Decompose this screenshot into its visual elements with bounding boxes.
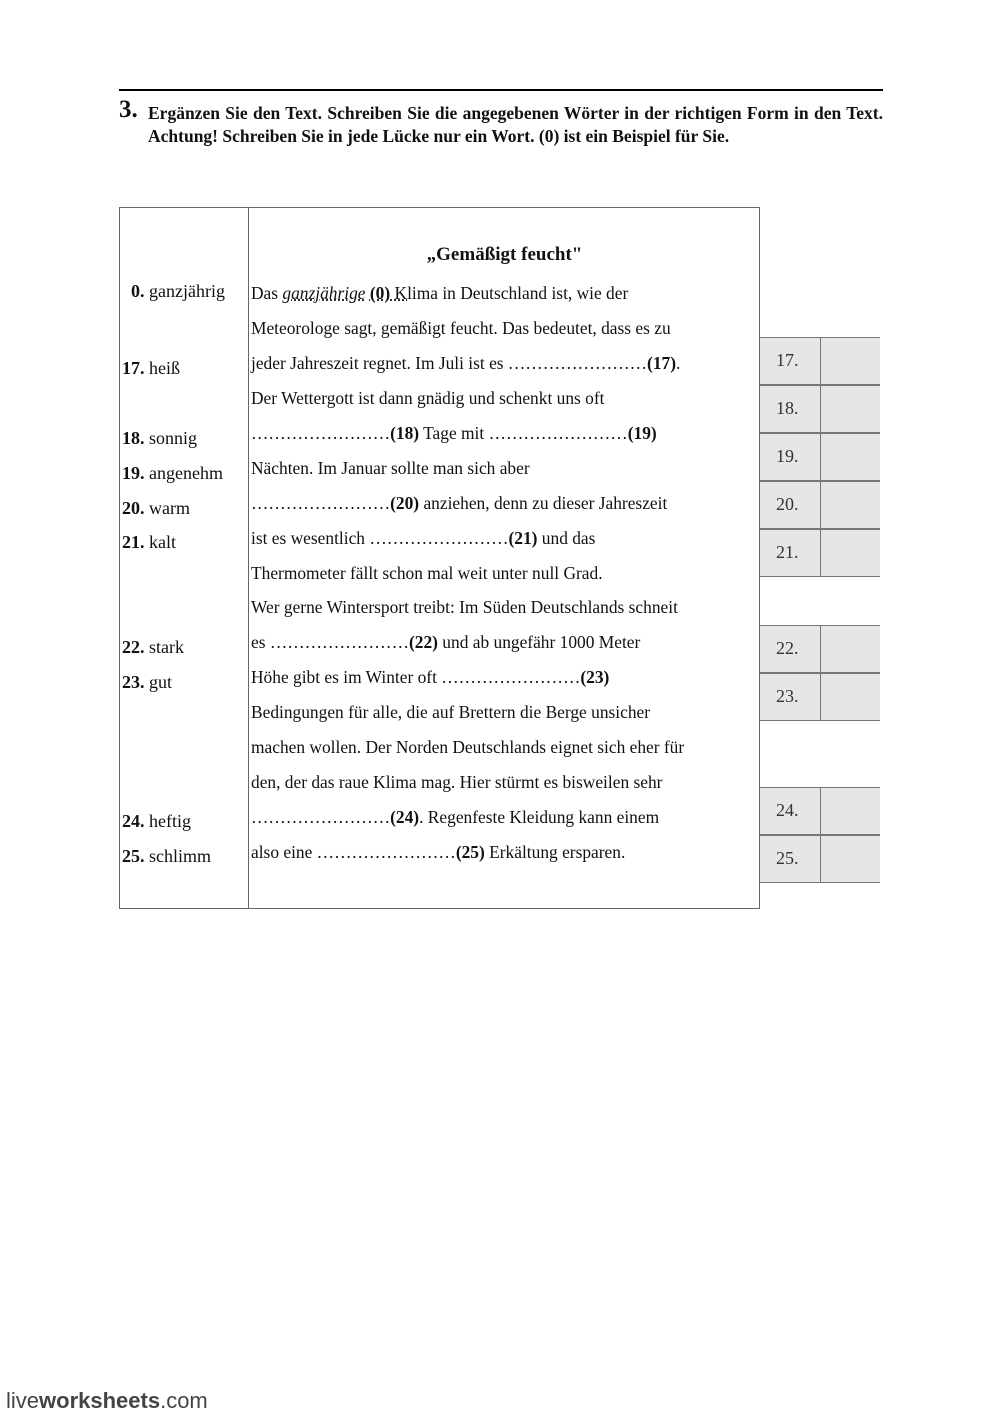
text-line-gap-25: also eine ……………………(25) Erkältung ersparen. [251, 842, 626, 862]
text-line: Bedingungen für alle, die auf Brettern die Berge unsicher [251, 702, 651, 722]
text-line-gap-24: ……………………(24). Regenfeste Kleidung kann einem [251, 807, 660, 827]
text-line: Meteorologe sagt, gemäßigt feucht. Das bedeutet, dass es zu [251, 318, 671, 338]
top-rule [119, 89, 883, 91]
answer-row-23: 23. [760, 673, 880, 721]
word-25: 25. schlimm [122, 846, 211, 866]
answer-box-21[interactable] [820, 530, 880, 576]
answer-box-18[interactable] [820, 386, 880, 432]
word-23: 23. gut [122, 672, 173, 692]
text-line-gap-23: Höhe gibt es im Winter oft ……………………(23) [251, 667, 610, 687]
text-line: Nächten. Im Januar sollte man sich aber [251, 458, 530, 478]
task-instruction: Ergänzen Sie den Text. Schreiben Sie die angegebenen Wörter in der richtigen Form in den Text. Achtung! Schreiben Sie in jede Lücke nur ein Wort. (0) ist ein Beispiel für Sie. [148, 103, 883, 146]
word-21: 21. kalt [122, 532, 176, 552]
text-line-example: Das ganzjährige (0) Klima in Deutschland ist, wie der [251, 283, 629, 303]
text-title: „Gemäßigt feucht" [426, 244, 583, 265]
answer-box-24[interactable] [820, 788, 880, 834]
column-divider [248, 207, 249, 909]
answer-box-17[interactable] [820, 338, 880, 384]
word-18: 18. sonnig [122, 428, 198, 448]
text-line: Thermometer fällt schon mal weit unter null Grad. [251, 563, 603, 583]
answer-box-19[interactable] [820, 434, 880, 480]
word-20: 20. warm [122, 498, 190, 518]
answer-box-20[interactable] [820, 482, 880, 528]
answer-row-19: 19. [760, 433, 880, 481]
answer-row-22: 22. [760, 625, 880, 673]
word-example: 0. ganzjährig [131, 281, 225, 301]
answer-row-17: 17. [760, 337, 880, 385]
answer-box-23[interactable] [820, 674, 880, 720]
word-19: 19. angenehm [122, 463, 223, 483]
text-line: Wer gerne Wintersport treibt: Im Süden Deutschlands schneit [251, 597, 678, 617]
example-answer: ganzjährige [282, 283, 366, 303]
text-line-gap-20: ……………………(20) anziehen, denn zu dieser Jahreszeit [251, 493, 668, 513]
text-line-gap-21: ist es wesentlich ……………………(21) und das [251, 528, 596, 548]
liveworksheets-logo[interactable]: liveworksheets.com [6, 1388, 208, 1413]
answer-box-22[interactable] [820, 626, 880, 672]
text-line: Der Wettergott ist dann gnädig und schenkt uns oft [251, 388, 605, 408]
exercise-table [119, 207, 760, 909]
word-22: 22. stark [122, 637, 184, 657]
task-number: 3. [119, 96, 138, 123]
word-17: 17. heiß [122, 358, 180, 378]
text-line-gap-18-19: ……………………(18) Tage mit ……………………(19) [251, 423, 657, 443]
answer-row-25: 25. [760, 835, 880, 883]
text-line: machen wollen. Der Norden Deutschlands eignet sich eher für [251, 737, 685, 757]
answer-row-24: 24. [760, 787, 880, 835]
answer-row-21: 21. [760, 529, 880, 577]
text-line-gap-17: jeder Jahreszeit regnet. Im Juli ist es ……………………(17). [251, 353, 681, 373]
answer-box-25[interactable] [820, 836, 880, 882]
word-24: 24. heftig [122, 811, 191, 831]
text-line-gap-22: es ……………………(22) und ab ungefähr 1000 Meter [251, 632, 641, 652]
answer-row-18: 18. [760, 385, 880, 433]
text-line: den, der das raue Klima mag. Hier stürmt es bisweilen sehr [251, 772, 663, 792]
answer-row-20: 20. [760, 481, 880, 529]
